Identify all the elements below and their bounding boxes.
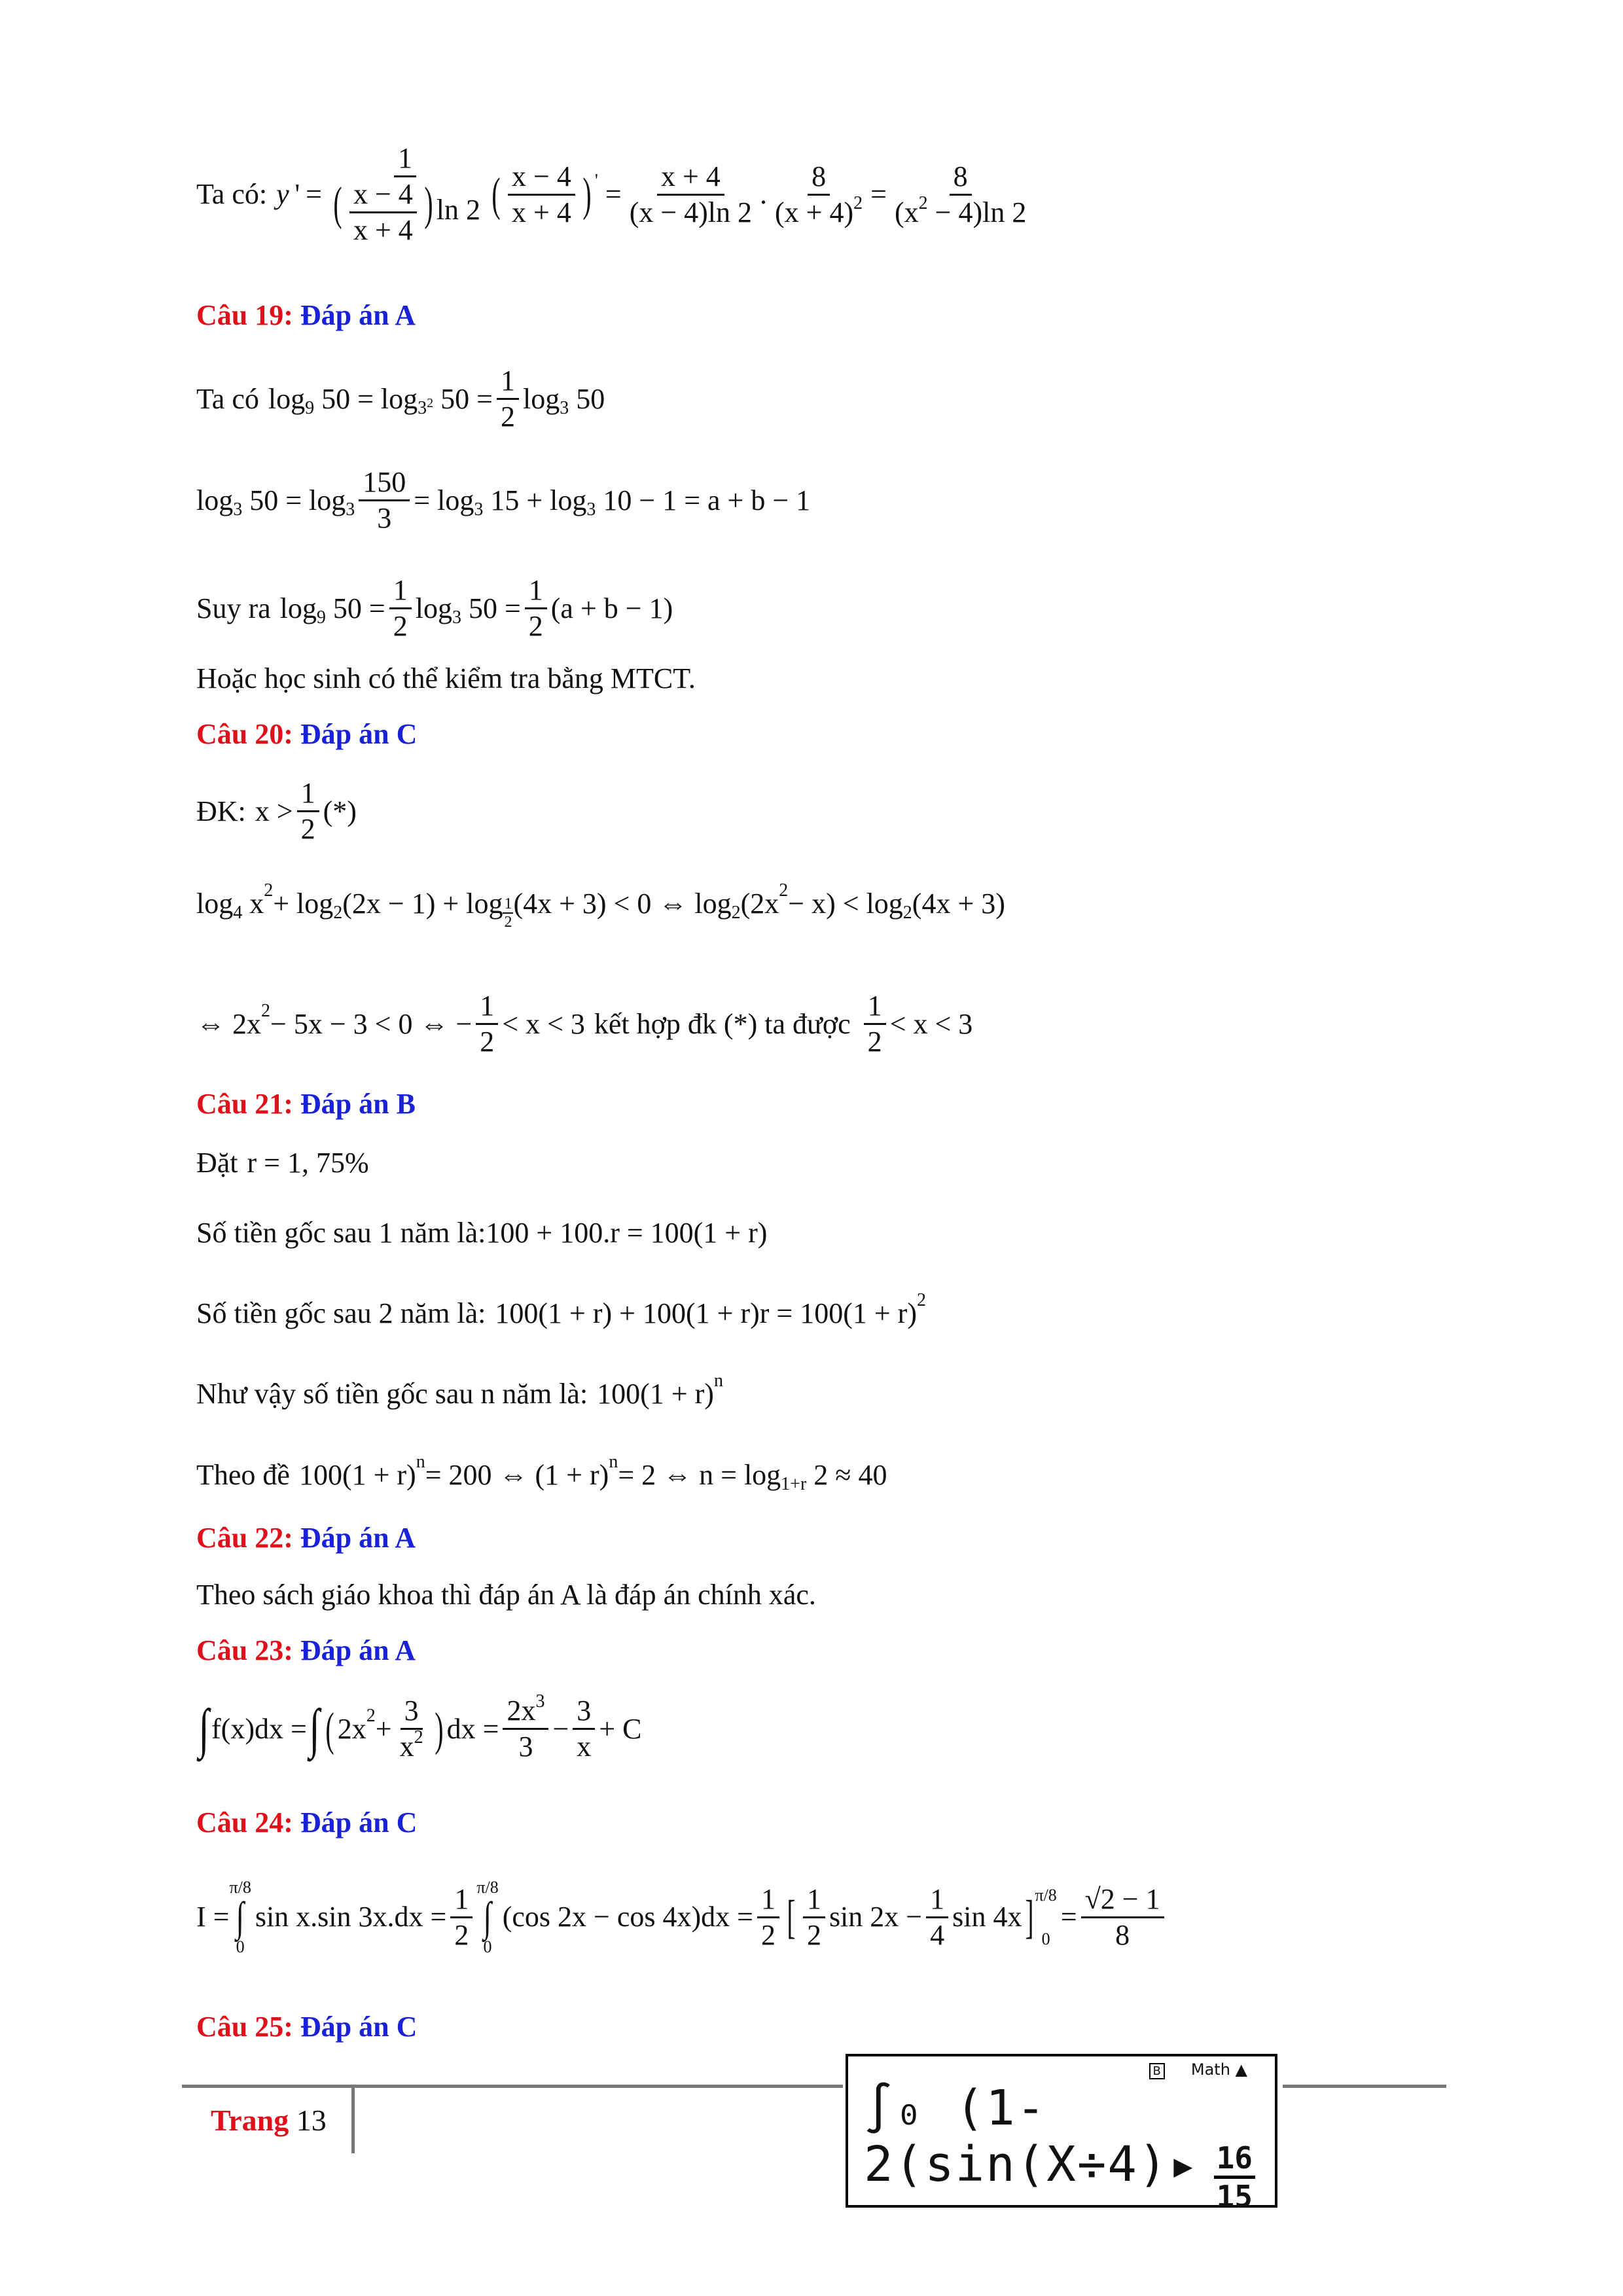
dat-label: Đặt bbox=[196, 1147, 238, 1179]
result-numerator: 16 bbox=[1214, 2140, 1255, 2179]
calculator-expression: ∫₀ (1-2(sin(X÷4)▸ bbox=[864, 2080, 1200, 2193]
result-denominator: 15 bbox=[1216, 2179, 1253, 2214]
question-heading-21: Câu 21: Đáp án B bbox=[196, 1088, 416, 1120]
math-line-21c: Số tiền gốc sau 2 năm là: 100(1 + r) + 100(1 + r)r = 100(1 + r) 2 bbox=[196, 1290, 926, 1329]
ta-co-label: Ta có: bbox=[196, 178, 268, 211]
question-heading-20: Câu 20: Đáp án C bbox=[196, 718, 418, 750]
calculator-indicators bbox=[1149, 2060, 1247, 2079]
ta-co-label: Ta có bbox=[196, 382, 259, 415]
indicator-box: B bbox=[1149, 2063, 1165, 2079]
page-number bbox=[211, 2103, 327, 2138]
math-line-24: I = π/8 ∫ 0 sin x.sin 3x.dx = 1 2 π/8 ∫ 0 (cos 2x − cos 4x)dx = 1 2 [ 1 2 sin 2x − 1 4 sin 4x ] π/8 0 = √2 − 1 8 bbox=[196, 1878, 1168, 1956]
footer-divider bbox=[351, 2088, 355, 2153]
math-line-23: ∫ f(x)dx = ∫ ( 2x 2 + 3 $x^2$ ) dx = $2x^3$ 3 − 3 x + C bbox=[198, 1691, 642, 1763]
footer-rule-left bbox=[182, 2085, 843, 2088]
ket-hop-label: kết hợp đk (*) ta được bbox=[594, 1007, 851, 1040]
math-line-21d: Như vậy số tiền gốc sau n năm là: 100(1 + r) n bbox=[196, 1371, 723, 1410]
so-tien-2-label: Số tiền gốc sau 2 năm là: bbox=[196, 1297, 486, 1329]
theo-de-label: Theo đề bbox=[196, 1459, 290, 1491]
page-number-value: 13 bbox=[296, 2104, 327, 2137]
suy-ra-label: Suy ra bbox=[196, 592, 271, 624]
indicator-mode: Math ▲ bbox=[1190, 2060, 1247, 2079]
math-line-19c: Suy ra log 9 50 = 1 2 log 3 50 = 1 2 (a + b − 1) bbox=[196, 574, 673, 642]
question-heading-19: Câu 19: Đáp án A bbox=[196, 299, 416, 331]
question-heading-24: Câu 24: Đáp án C bbox=[196, 1806, 418, 1839]
math-line-21b: Số tiền gốc sau 1 năm là: 100 + 100.r = 100(1 + r) bbox=[196, 1217, 768, 1249]
math-line-21e: Theo đề 100(1 + r) n = 200 ⇔ (1 + r) n = 2 ⇔ n = log 1+r 2 ≈ 40 bbox=[196, 1452, 887, 1494]
footer-rule-right bbox=[1283, 2085, 1446, 2088]
page-label: Trang bbox=[211, 2104, 289, 2137]
nhu-vay-label: Như vậy số tiền gốc sau n năm là: bbox=[196, 1378, 588, 1410]
question-heading-23: Câu 23: Đáp án A bbox=[196, 1634, 416, 1666]
dk-label: ĐK: bbox=[196, 795, 246, 827]
math-line-19a: Ta có log 9 50 = log $3^2$ 50 = 1 2 log 3 50 bbox=[196, 365, 605, 433]
so-tien-1-label: Số tiền gốc sau 1 năm là: bbox=[196, 1217, 486, 1249]
calculator-display bbox=[846, 2054, 1277, 2214]
mtct-note: Hoặc học sinh có thể kiểm tra bằng MTCT. bbox=[196, 662, 696, 694]
sgk-note: Theo sách giáo khoa thì đáp án A là đáp án chính xác. bbox=[196, 1579, 816, 1611]
math-line-20a: ĐK: x > 1 2 (*) bbox=[196, 777, 357, 845]
question-heading-22: Câu 22: Đáp án A bbox=[196, 1522, 416, 1554]
calculator-result bbox=[1214, 2140, 1255, 2214]
math-line-21a: Đặt r = 1, 75% bbox=[196, 1147, 369, 1179]
math-line-19b: log 3 50 = log 3 150 3 = log 3 15 + log 3 10 − 1 = a + b − 1 bbox=[196, 466, 811, 534]
math-line-20c: ⇔ 2x 2 − 5x − 3 < 0 ⇔ − 1 2 < x < 3 kết hợp đk (*) ta được 1 2 < x < 3 bbox=[196, 990, 973, 1058]
math-line-20b: log 4 x 2 + log 2 (2x − 1) + log $\frac{1}{2}$ (4x + 3) < 0 ⇔ log 2 (2x 2 − x) < log 2 (4x + 3) bbox=[196, 880, 1005, 931]
question-heading-25: Câu 25: Đáp án C bbox=[196, 2011, 418, 2043]
derivative-line: Ta có: y ' = 1 ( $\frac{x - 4}{x + 4}$ ) ln 2 ( x − 4 x + 4 ) ' = x + 4 (x − 4)ln 2 . 8 $(x + 4)^2$ = 8 $(x^2 - 4)\ln$ 2 bbox=[196, 142, 1027, 247]
fraction: 1 ( $\frac{x - 4}{x + 4}$ ) ln 2 bbox=[333, 142, 481, 247]
